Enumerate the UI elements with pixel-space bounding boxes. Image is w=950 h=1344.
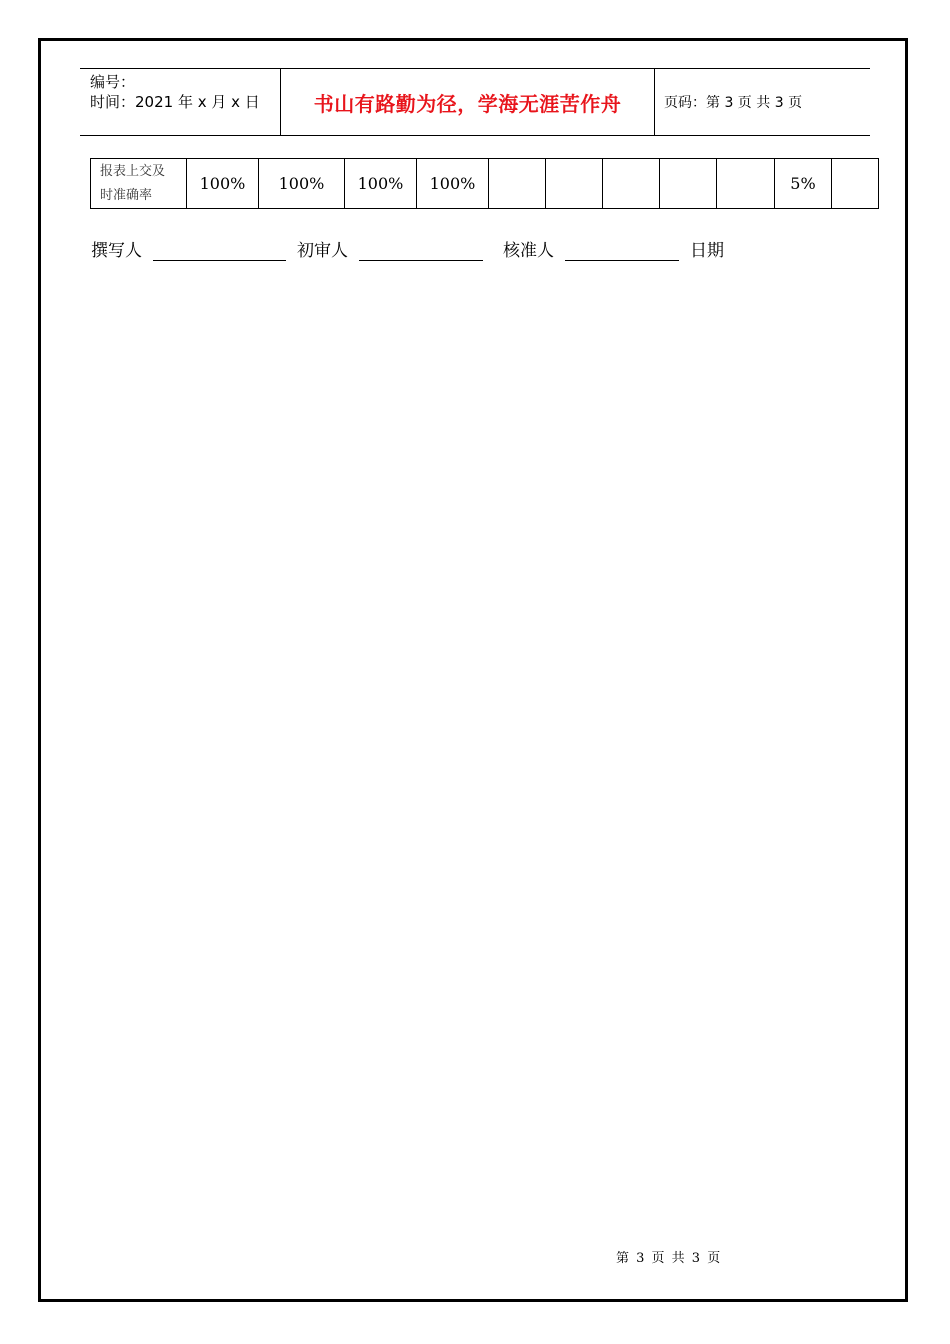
writer-label: 撰写人	[91, 241, 142, 261]
header-motto: 书山有路勤为径，学海无涯苦作舟	[281, 69, 655, 135]
signature-row	[91, 236, 871, 261]
table-cell	[832, 159, 879, 209]
document-date: 时间：2021 年 x 月 x 日	[90, 93, 260, 111]
table-cell	[717, 159, 775, 209]
approver-label: 核准人	[503, 241, 554, 261]
table-cell: 100%	[259, 159, 345, 209]
table-cell	[489, 159, 546, 209]
header-page-info: 页码：第 3 页 共 3 页	[664, 95, 803, 111]
table-cell: 100%	[417, 159, 489, 209]
row-label-line-1: 报表上交及	[100, 163, 166, 179]
page-footer: 第 3 页 共 3 页	[616, 1251, 721, 1266]
approver-signature-line	[565, 240, 679, 261]
date-label: 日期	[690, 241, 724, 261]
table-cell: 100%	[345, 159, 417, 209]
reviewer-signature-line	[359, 240, 483, 261]
table-cell	[546, 159, 603, 209]
document-header	[80, 68, 870, 136]
row-label-line-2: 时准确率	[100, 187, 153, 203]
writer-signature-line	[153, 240, 286, 261]
header-meta	[80, 69, 281, 135]
page-border	[38, 38, 908, 1302]
table-row	[91, 159, 879, 209]
document-number-label: 编号：	[90, 73, 136, 91]
table-cell: 5%	[775, 159, 832, 209]
table-cell	[660, 159, 717, 209]
table-cell	[603, 159, 660, 209]
reviewer-label: 初审人	[297, 241, 348, 261]
report-table	[90, 158, 879, 209]
row-label	[91, 159, 187, 209]
table-cell: 100%	[187, 159, 259, 209]
